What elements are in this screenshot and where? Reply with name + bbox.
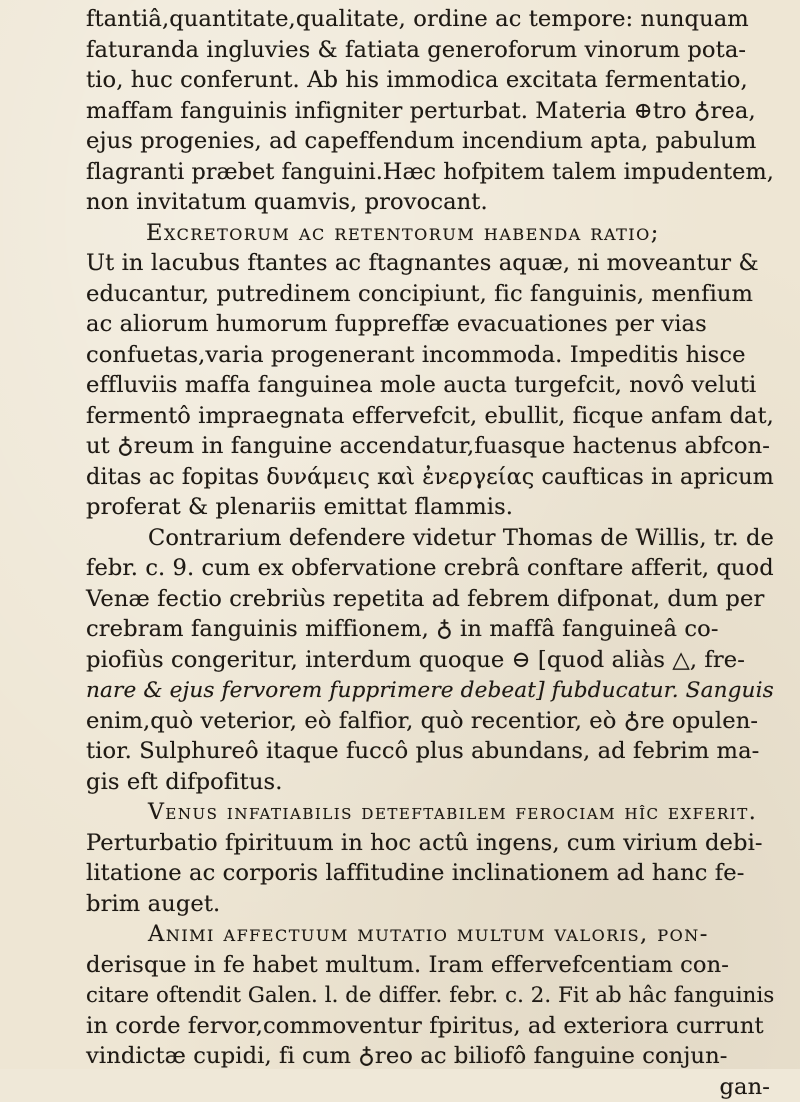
- line-text: brim auget.: [86, 891, 220, 917]
- line-text: ut ♁reum in fanguine accendatur,fuasque hactenus abfcon-: [86, 433, 770, 459]
- section-heading-line: [86, 797, 776, 828]
- catchword: gan-: [719, 1074, 770, 1100]
- text-line: [86, 187, 776, 218]
- line-text: crebram fanguinis miffionem, ♁ in maffâ fanguineâ co-: [86, 616, 719, 642]
- text-line: [86, 431, 776, 462]
- text-line: [86, 614, 776, 645]
- line-text: vindictæ cupidi, fi cum ♁reo ac biliofô fanguine conjun-: [86, 1043, 727, 1069]
- text-line: [86, 157, 776, 188]
- section-heading: Animi affectuum mutatio multum valoris, pon-: [148, 921, 709, 947]
- line-text: confuetas,varia progenerant incommoda. Impeditis hisce: [86, 342, 746, 368]
- line-text: citare oftendit Galen. l. de differ. febr. c. 2. Fit ab hâc fanguinis: [86, 983, 774, 1008]
- text-line: [86, 126, 776, 157]
- page-text: [86, 4, 776, 1102]
- line-text: educantur, putredinem concipiunt, fic fanguinis, menfium: [86, 281, 753, 307]
- text-line: [86, 340, 776, 371]
- text-line: [86, 889, 776, 920]
- line-text: gis eft difpofitus.: [86, 769, 282, 795]
- text-line: [86, 492, 776, 523]
- line-text: tior. Sulphureô itaque fuccô plus abundans, ad febrim ma-: [86, 738, 759, 764]
- line-text: piofiùs congeritur, interdum quoque ⊖ [quod aliàs △, fre-: [86, 647, 745, 673]
- line-text: proferat & plenariis emittat flammis.: [86, 494, 513, 520]
- section-heading: Venus infatiabilis deteftabilem ferociam hîc exferit.: [148, 800, 757, 825]
- text-line: [86, 736, 776, 767]
- line-text: in corde fervor,commoventur fpiritus, ad exteriora currunt: [86, 1013, 764, 1039]
- text-line: [86, 675, 776, 706]
- text-line: [86, 65, 776, 96]
- text-line: [86, 767, 776, 798]
- text-line: [86, 279, 776, 310]
- line-text: fermentô impraegnata effervefcit, ebullit, ficque anfam dat,: [86, 403, 774, 429]
- line-text: Ut in lacubus ftantes ac ftagnantes aquæ, ni moveantur &: [86, 250, 759, 276]
- line-text: non invitatum quamvis, provocant.: [86, 189, 488, 215]
- line-text: ftantiâ,quantitate,qualitate, ordine ac tempore: nunquam: [86, 6, 749, 32]
- line-text: faturanda ingluvies & fatiata generoforum vinorum pota-: [86, 37, 746, 63]
- text-line: [86, 309, 776, 340]
- line-text: enim,quò veterior, eò falfior, quò recentior, eò ♁re opulen-: [86, 708, 758, 734]
- text-line: [86, 96, 776, 127]
- line-text: maffam fanguinis infigniter perturbat. Materia ⊕tro ♁rea,: [86, 98, 756, 124]
- line-text: ac aliorum humorum fuppreffæ evacuationes per vias: [86, 311, 707, 337]
- section-heading-line: [86, 919, 776, 950]
- text-line: [86, 462, 776, 493]
- line-text: ditas ac fopitas δυνάμεις καὶ ἐνεργείας caufticas in apricum: [86, 464, 774, 490]
- line-text: nare & ejus fervorem fupprimere debeat] fubducatur. Sanguis: [86, 678, 774, 703]
- text-line: [86, 584, 776, 615]
- line-text: litatione ac corporis laffitudine inclinationem ad hanc fe-: [86, 860, 744, 886]
- text-line: [86, 4, 776, 35]
- text-line: [86, 645, 776, 676]
- text-line: [86, 858, 776, 889]
- line-text: Perturbatio fpirituum in hoc actû ingens, cum virium debi-: [86, 830, 763, 856]
- text-line: [86, 1041, 776, 1072]
- section-heading-line: [86, 218, 776, 249]
- line-text: derisque in fe habet multum. Iram effervefcentiam con-: [86, 952, 729, 978]
- text-line: [86, 980, 776, 1011]
- line-text: effluviis maffa fanguinea mole aucta turgefcit, novô veluti: [86, 372, 756, 398]
- line-text: flagranti præbet fanguini.Hæc hofpitem talem impudentem,: [86, 159, 774, 185]
- text-line: [86, 706, 776, 737]
- text-line: [86, 553, 776, 584]
- text-line: [86, 35, 776, 66]
- section-heading: Excretorum ac retentorum habenda ratio;: [146, 220, 660, 246]
- text-line: [86, 1011, 776, 1042]
- line-text: febr. c. 9. cum ex obfervatione crebrâ conftare afferit, quod: [86, 555, 774, 581]
- catchword-line: [86, 1072, 776, 1102]
- paragraph-start-line: [86, 523, 776, 554]
- line-text: Venæ fectio crebriùs repetita ad febrem difponat, dum per: [86, 586, 764, 612]
- line-text: tio, huc conferunt. Ab his immodica excitata fermentatio,: [86, 67, 748, 93]
- text-line: [86, 828, 776, 859]
- text-line: [86, 248, 776, 279]
- line-text: ejus progenies, ad capeffendum incendium apta, pabulum: [86, 128, 756, 154]
- text-line: [86, 370, 776, 401]
- line-text: Contrarium defendere videtur Thomas de Willis, tr. de: [148, 525, 774, 551]
- text-line: [86, 950, 776, 981]
- text-line: [86, 401, 776, 432]
